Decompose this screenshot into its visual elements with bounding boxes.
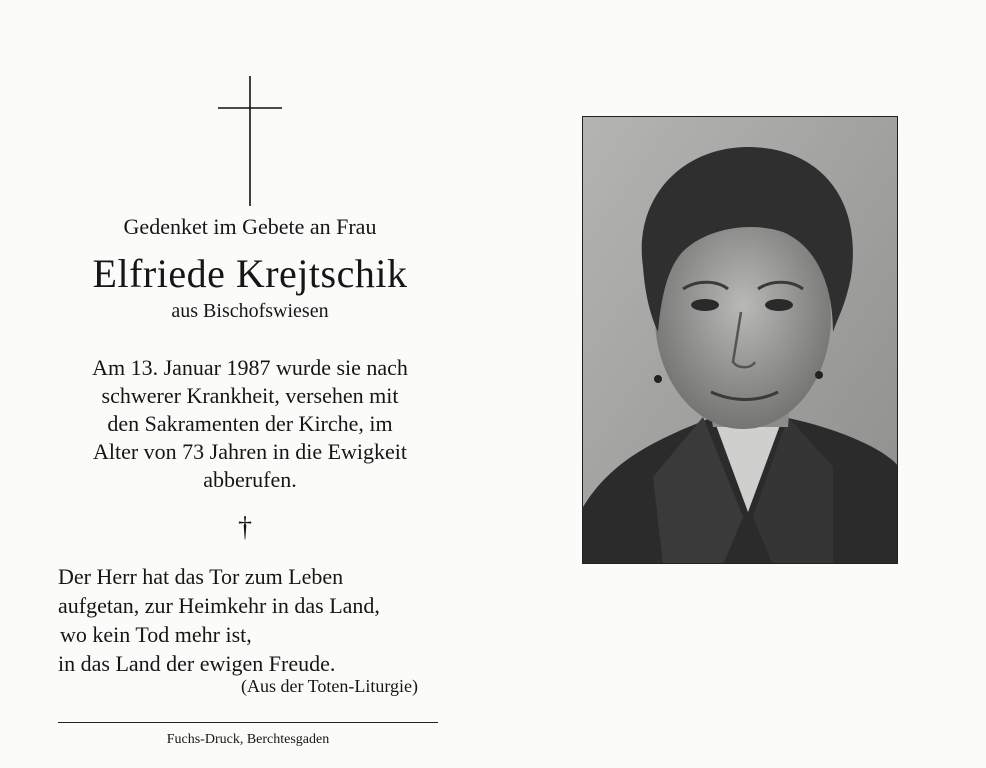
divider bbox=[58, 722, 438, 723]
verse-line: wo kein Tod mehr ist, bbox=[60, 622, 252, 647]
death-notice bbox=[50, 354, 450, 494]
printer-credit: Fuchs-Druck, Berchtesgaden bbox=[166, 732, 330, 747]
notice-line: schwerer Krankheit, versehen mit bbox=[101, 383, 399, 408]
portrait-photo bbox=[582, 116, 898, 564]
notice-line: den Sakramenten der Kirche, im bbox=[107, 411, 393, 436]
verse-line: aufgetan, zur Heimkehr in das Land, bbox=[58, 593, 380, 618]
notice-line: abberufen. bbox=[203, 467, 297, 492]
verse-source: (Aus der Toten-Liturgie) bbox=[240, 676, 418, 696]
deceased-name: Elfriede Krejtschik bbox=[92, 251, 408, 296]
verse-line: Der Herr hat das Tor zum Leben bbox=[58, 564, 344, 589]
origin-text: aus Bischofswiesen bbox=[171, 300, 329, 322]
dagger-cross-icon: † bbox=[238, 512, 252, 543]
intro-text: Gedenket im Gebete an Frau bbox=[123, 214, 377, 239]
notice-line: Am 13. Januar 1987 wurde sie nach bbox=[92, 355, 408, 380]
verse-line: in das Land der ewigen Freude. bbox=[58, 651, 336, 676]
latin-cross-icon bbox=[218, 76, 282, 206]
notice-line: Alter von 73 Jahren in die Ewigkeit bbox=[92, 439, 408, 464]
verse bbox=[58, 562, 458, 678]
